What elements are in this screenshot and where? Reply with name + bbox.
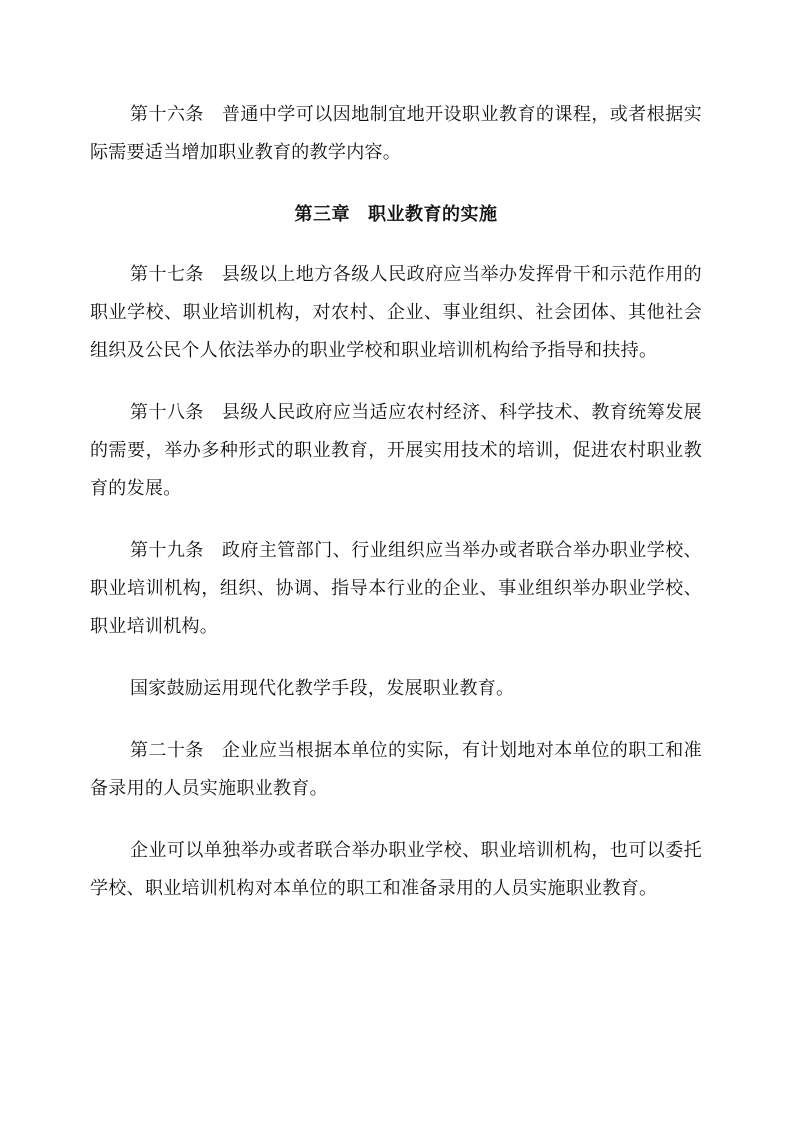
article-text: 县级以上地方各级人民政府应当举办发挥骨干和示范作用的职业学校、职业培训机构，对农村、企业、事业组织、社会团体、其他社会组织及公民个人依法举办的职业学校和职业培训机构给予指导和扶持。 xyxy=(90,264,702,361)
article-17-paragraph xyxy=(90,256,702,370)
article-text: 普通中学可以因地制宜地开设职业教育的课程，或者根据实际需要适当增加职业教育的教学内容。 xyxy=(90,104,702,163)
article-number: 第二十条 xyxy=(130,740,204,761)
document-page xyxy=(90,96,702,908)
article-number: 第十七条 xyxy=(130,264,204,285)
article-number: 第十六条 xyxy=(130,104,204,125)
article-number: 第十九条 xyxy=(130,540,204,561)
article-20-clause-2-paragraph xyxy=(90,832,702,908)
article-text: 县级人民政府应当适应农村经济、科学技术、教育统筹发展的需要，举办多种形式的职业教育，开展实用技术的培训，促进农村职业教育的发展。 xyxy=(90,402,702,499)
article-16-paragraph xyxy=(90,96,702,172)
chapter-title: 职业教育的实施 xyxy=(368,204,498,225)
article-text: 企业应当根据本单位的实际，有计划地对本单位的职工和准备录用的人员实施职业教育。 xyxy=(90,740,702,799)
article-text: 政府主管部门、行业组织应当举办或者联合举办职业学校、职业培训机构，组织、协调、指导本行业的企业、事业组织举办职业学校、职业培训机构。 xyxy=(90,540,702,637)
article-20-paragraph xyxy=(90,732,702,808)
article-18-paragraph xyxy=(90,394,702,508)
article-text: 国家鼓励运用现代化教学手段，发展职业教育。 xyxy=(130,678,515,699)
chapter-heading xyxy=(90,196,702,234)
article-19-paragraph xyxy=(90,532,702,646)
article-text: 企业可以单独举办或者联合举办职业学校、职业培训机构，也可以委托学校、职业培训机构对本单位的职工和准备录用的人员实施职业教育。 xyxy=(90,840,702,899)
article-number: 第十八条 xyxy=(130,402,204,423)
article-19-clause-2-paragraph xyxy=(90,670,702,708)
chapter-number: 第三章 xyxy=(294,204,350,225)
